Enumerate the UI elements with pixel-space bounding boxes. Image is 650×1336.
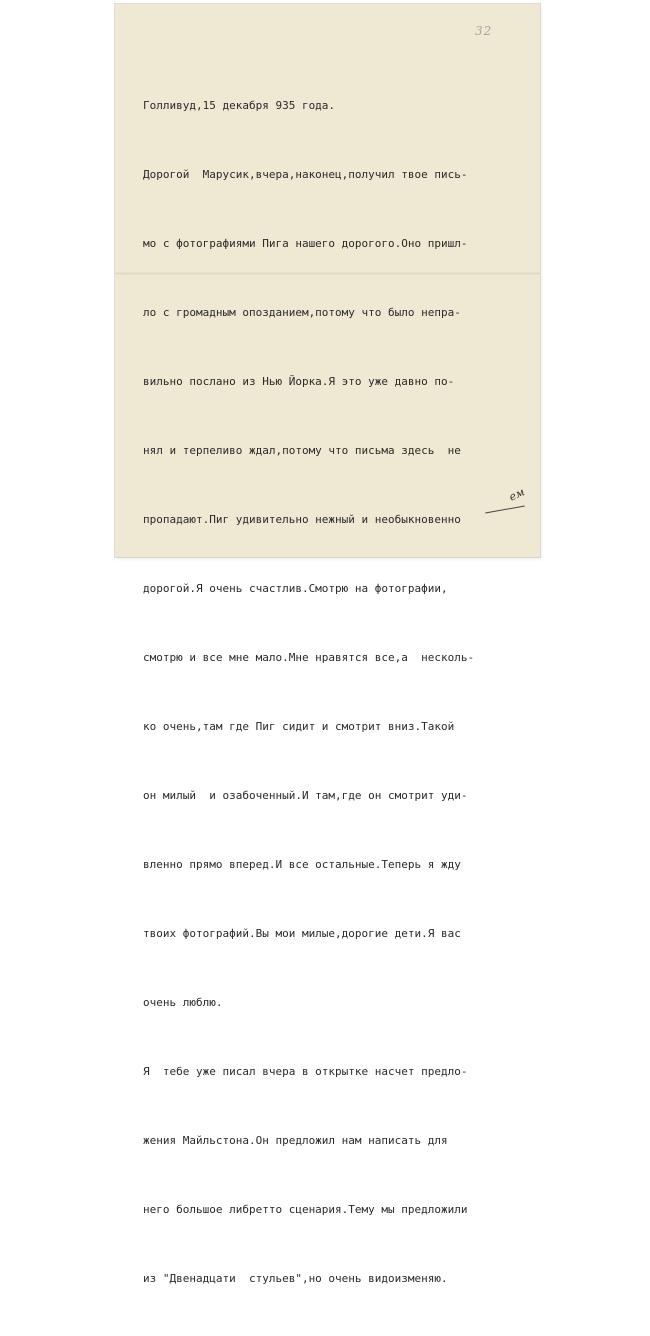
letter-body [143,48,474,1336]
letter-line: Дорогой Марусик,вчера,наконец,получил твое пись- [143,168,468,181]
letter-line: Голливуд,15 декабря 935 года. [143,99,336,112]
letter-line: вильно послано из Нью Йорка.Я это уже давно по- [143,375,455,388]
handwritten-correction: ем [506,485,527,504]
letter-line: мо с фотографиями Пига нашего дорогого.Оно пришл- [143,237,468,250]
letter-line: жения Майльстона.Он предложил нам написать для [143,1134,448,1147]
letter-line: очень люблю. [143,996,223,1009]
letter-line: он милый и озабоченный.И там,где он смотрит уди- [143,789,468,802]
letter-line: пропадают.Пиг удивительно нежный и необыкновенно [143,513,461,526]
letter-line: дорогой.Я очень счастлив.Смотрю на фотографии, [143,582,448,595]
letter-line: смотрю и все мне мало.Мне нравятся все,а несколь- [143,651,475,664]
page-number: 32 [475,24,493,38]
letter-line: твоих фотографий.Вы мои милые,дорогие дети.Я вас [143,927,461,940]
letter-line: нял и терпеливо ждал,потому что письма здесь не [143,444,461,457]
letter-line: из "Двенадцати стульев",но очень видоизменяю. [143,1272,448,1285]
correction-strikethrough [485,506,525,514]
letter-line: вленно прямо вперед.И все остальные.Теперь я жду [143,858,461,871]
letter-page [115,4,540,1285]
letter-line: ло с громадным опозданием,потому что было непра- [143,306,461,319]
letter-line: Я тебе уже писал вчера в открытке насчет предло- [143,1065,468,1078]
letter-line: него большое либретто сценария.Тему мы предложили [143,1203,468,1216]
letter-line: ко очень,там где Пиг сидит и смотрит вниз.Такой [143,720,455,733]
